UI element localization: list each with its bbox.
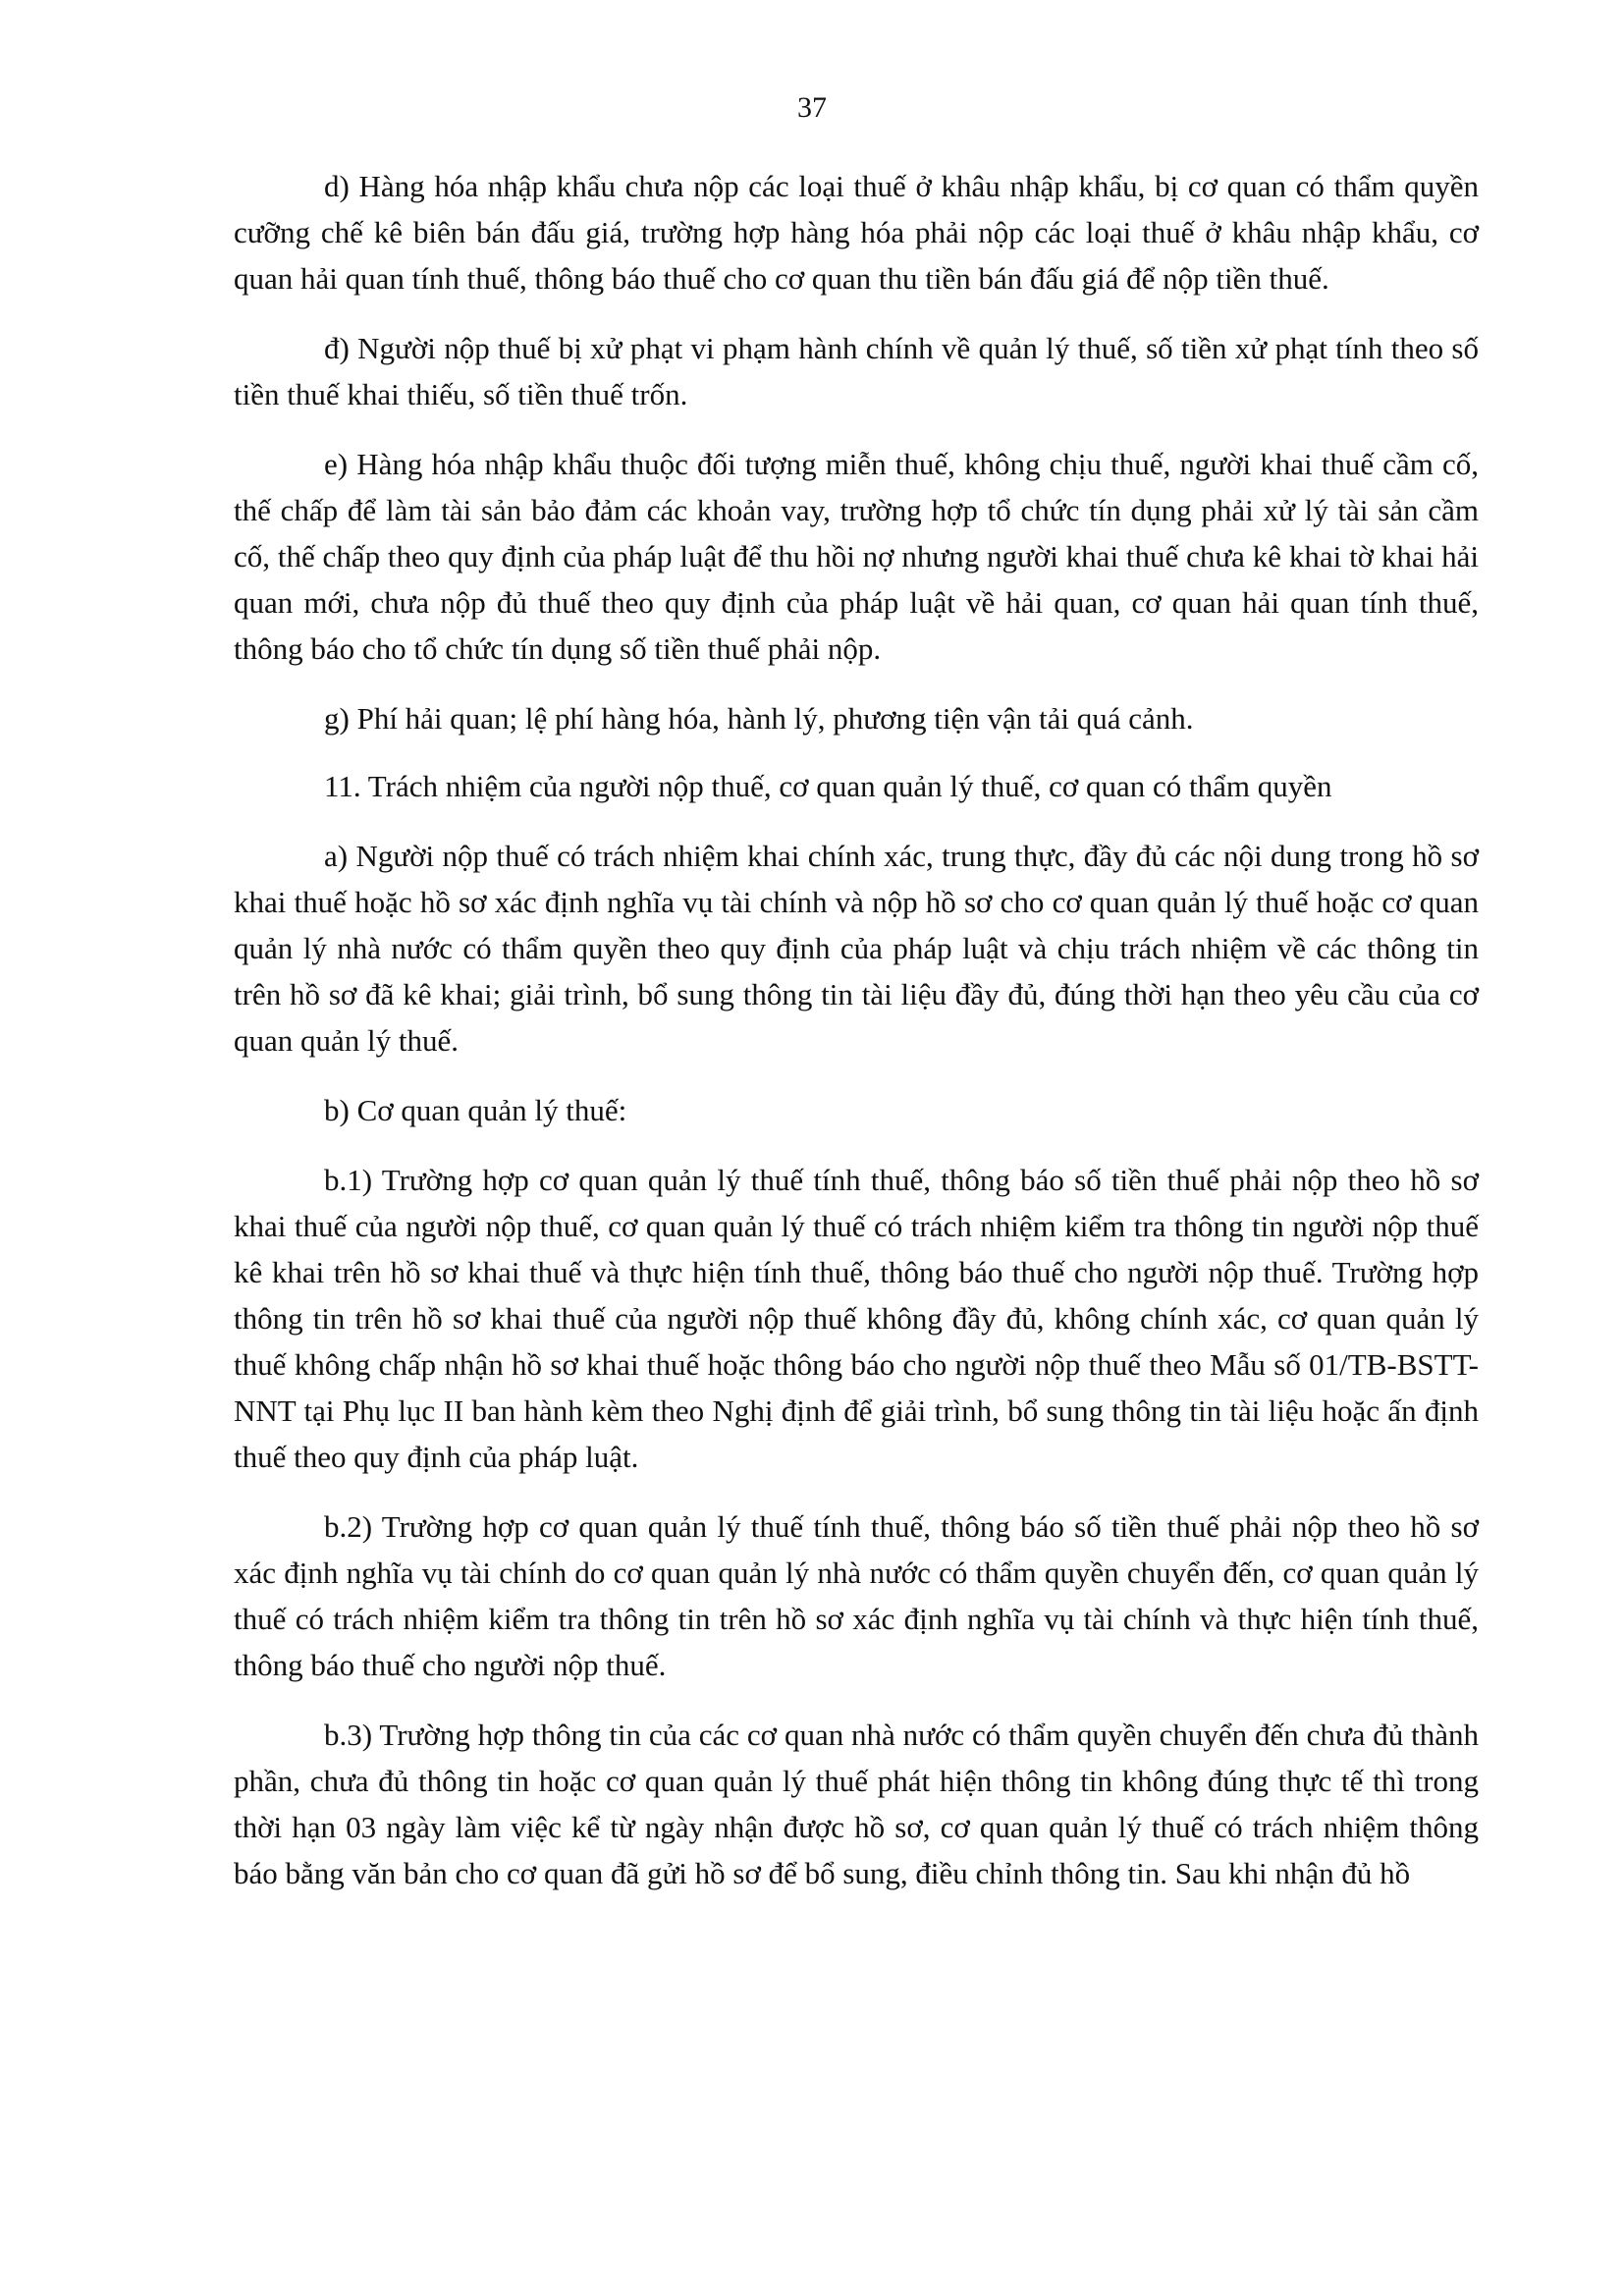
- document-body: [234, 163, 1479, 1920]
- page-number: 37: [797, 91, 827, 124]
- paragraph-b3: b.3) Trường hợp thông tin của các cơ quan nhà nước có thẩm quyền chuyển đến chưa đủ thành phần, chưa đủ thông tin hoặc cơ quan quản lý thuế phát hiện thông tin không đúng thực tế thì trong thời hạn 03 ngày làm việc kể từ ngày nhận được hồ sơ, cơ quan quản lý thuế có trách nhiệm thông báo bằng văn bản cho cơ quan đã gửi hồ sơ để bổ sung, điều chỉnh thông tin. Sau khi nhận đủ hồ: [234, 1718, 1479, 1890]
- paragraph-a: a) Người nộp thuế có trách nhiệm khai chính xác, trung thực, đầy đủ các nội dung trong hồ sơ khai thuế hoặc hồ sơ xác định nghĩa vụ tài chính và nộp hồ sơ cho cơ quan quản lý thuế hoặc cơ quan quản lý nhà nước có thẩm quyền theo quy định của pháp luật và chịu trách nhiệm về các thông tin trên hồ sơ đã kê khai; giải trình, bổ sung thông tin tài liệu đầy đủ, đúng thời hạn theo yêu cầu của cơ quan quản lý thuế.: [234, 839, 1479, 1058]
- paragraph-b1: b.1) Trường hợp cơ quan quản lý thuế tính thuế, thông báo số tiền thuế phải nộp theo hồ sơ khai thuế của người nộp thuế, cơ quan quản lý thuế có trách nhiệm kiểm tra thông tin người nộp thuế kê khai trên hồ sơ khai thuế và thực hiện tính thuế, thông báo thuế cho người nộp thuế. Trường hợp thông tin trên hồ sơ khai thuế của người nộp thuế không đầy đủ, không chính xác, cơ quan quản lý thuế không chấp nhận hồ sơ khai thuế hoặc thông báo cho người nộp thuế theo Mẫu số 01/TB-BSTT-NNT tại Phụ lục II ban hành kèm theo Nghị định để giải trình, bổ sung thông tin tài liệu hoặc ấn định thuế theo quy định của pháp luật.: [234, 1163, 1479, 1474]
- section-11-heading: 11. Trách nhiệm của người nộp thuế, cơ quan quản lý thuế, cơ quan có thẩm quyền: [324, 769, 1332, 803]
- paragraph-e: e) Hàng hóa nhập khẩu thuộc đối tượng miễn thuế, không chịu thuế, người khai thuế cầm cố, thế chấp để làm tài sản bảo đảm các khoản vay, trường hợp tổ chức tín dụng phải xử lý tài sản cầm cố, thế chấp theo quy định của pháp luật để thu hồi nợ nhưng người khai thuế chưa kê khai tờ khai hải quan mới, chưa nộp đủ thuế theo quy định của pháp luật về hải quan, cơ quan hải quan tính thuế, thông báo cho tổ chức tín dụng số tiền thuế phải nộp.: [234, 447, 1479, 666]
- paragraph-d: d) Hàng hóa nhập khẩu chưa nộp các loại thuế ở khâu nhập khẩu, bị cơ quan có thẩm quyền cưỡng chế kê biên bán đấu giá, trường hợp hàng hóa phải nộp các loại thuế ở khâu nhập khẩu, cơ quan hải quan tính thuế, thông báo thuế cho cơ quan thu tiền bán đấu giá để nộp tiền thuế.: [234, 169, 1479, 296]
- paragraph-b2: b.2) Trường hợp cơ quan quản lý thuế tính thuế, thông báo số tiền thuế phải nộp theo hồ sơ xác định nghĩa vụ tài chính do cơ quan quản lý nhà nước có thẩm quyền chuyển đến, cơ quan quản lý thuế có trách nhiệm kiểm tra thông tin trên hồ sơ xác định nghĩa vụ tài chính và thực hiện tính thuế, thông báo thuế cho người nộp thuế.: [234, 1509, 1479, 1682]
- paragraph-dd: đ) Người nộp thuế bị xử phạt vi phạm hành chính về quản lý thuế, số tiền xử phạt tính theo số tiền thuế khai thiếu, số tiền thuế trốn.: [234, 331, 1479, 411]
- paragraph-b: b) Cơ quan quản lý thuế:: [324, 1093, 627, 1127]
- paragraph-g: g) Phí hải quan; lệ phí hàng hóa, hành lý, phương tiện vận tải quá cảnh.: [324, 701, 1194, 736]
